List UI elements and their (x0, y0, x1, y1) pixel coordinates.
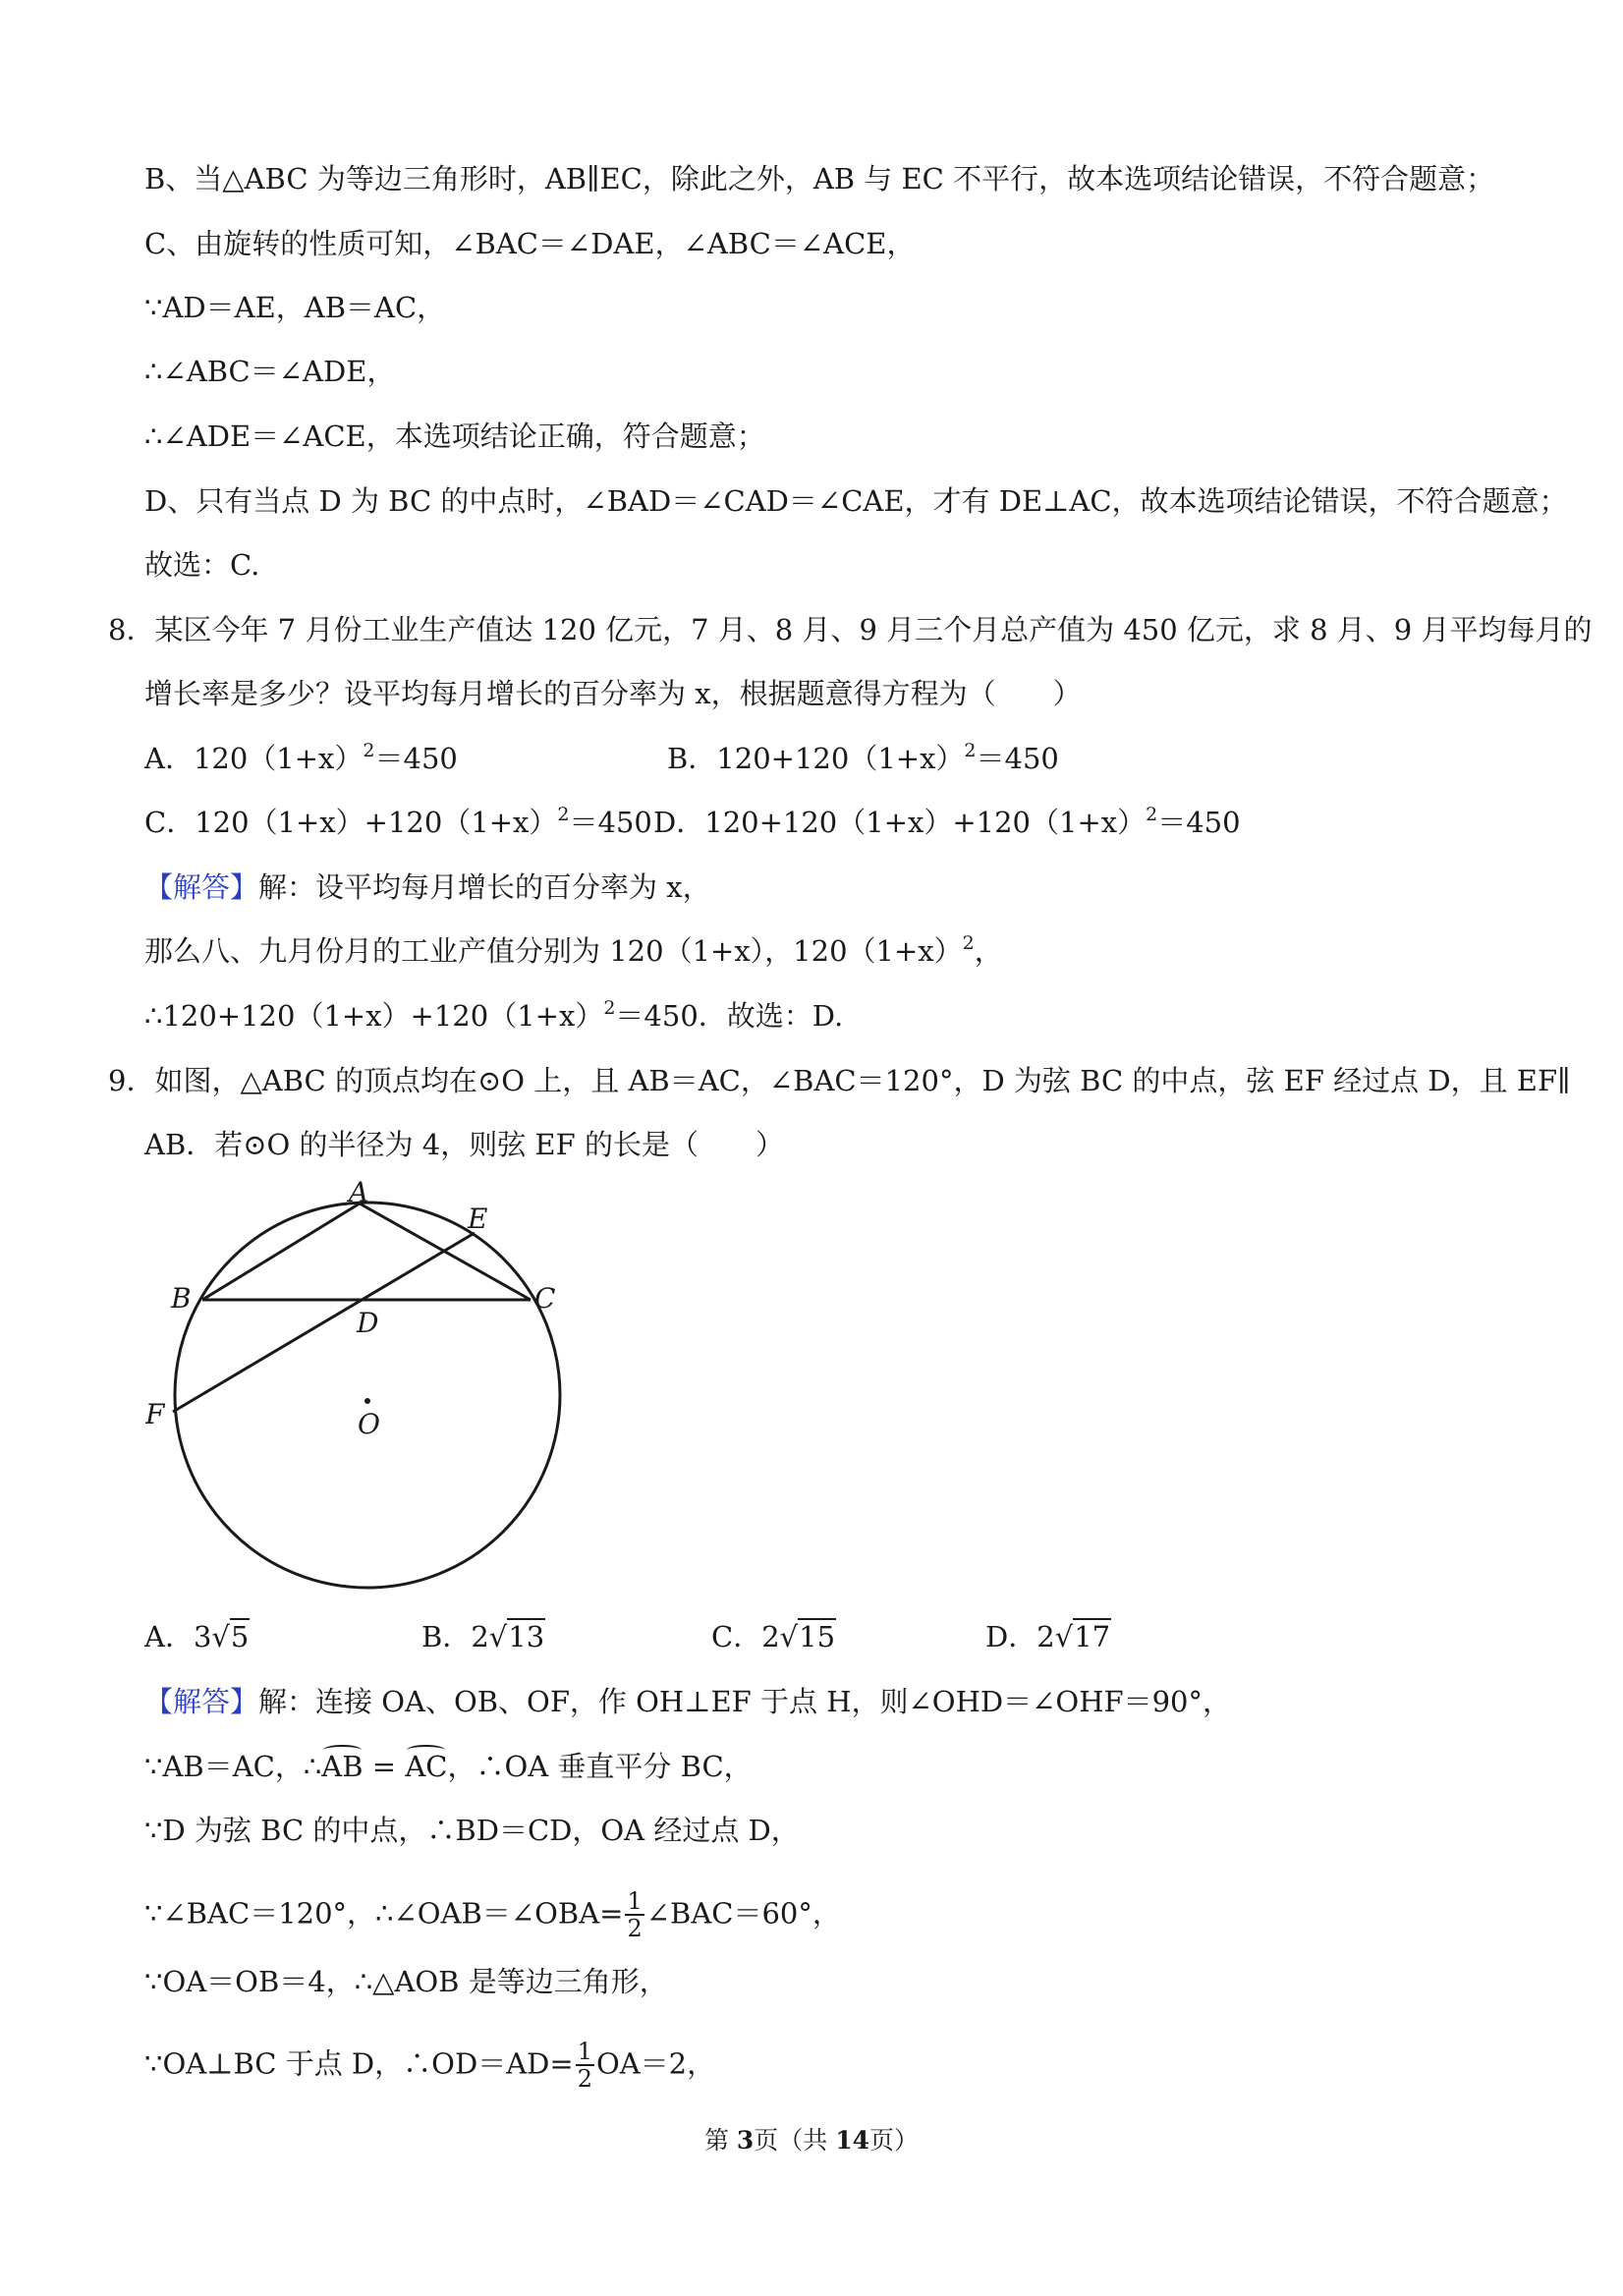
page-footer: 第 3页（共 14页） (703, 2126, 920, 2155)
arc-ac: AC (405, 1750, 448, 1783)
question-8-stem: 8．某区今年 7 月份工业生产值达 120 亿元，7 月、8 月、9 月三个月总产值为 450 亿元，求 8 月、9 月平均每月的 (108, 613, 1593, 646)
answer-line: 故选：C. (144, 548, 260, 582)
fraction-one-half: $\frac{1}{2}$ (577, 2038, 592, 2094)
answer-tag: 【解答】 (144, 870, 259, 904)
label-c: C (534, 1282, 556, 1315)
page-number: 3 (736, 2126, 755, 2155)
label-e: E (468, 1203, 488, 1235)
question-9-solution: ∵D 为弦 BC 的中点，∴BD＝CD，OA 经过点 D， (144, 1814, 800, 1847)
circle-o (175, 1203, 560, 1588)
option-a: A．3√5 (144, 1620, 250, 1653)
fraction-one-half: $\frac{1}{2}$ (627, 1887, 643, 1943)
label-a: A (349, 1176, 369, 1208)
solution-line: C、由旋转的性质可知，∠BAC＝∠DAE，∠ABC＝∠ACE， (144, 227, 916, 260)
solution-line: ∵AD＝AE，AB＝AC， (144, 291, 446, 324)
question-8-solution: 【解答】解：设平均每月增长的百分率为 x， (144, 870, 711, 904)
center-point-o (364, 1398, 370, 1404)
geometry-figure (145, 1174, 588, 1606)
arc-ab: AB (321, 1750, 364, 1783)
question-9-solution: ∵OA＝OB＝4，∴△AOB 是等边三角形， (144, 1965, 668, 1998)
question-9-solution: ∵OA⊥BC 于点 D，∴OD＝AD= $\frac{1}{2}$ OA＝2， (144, 2038, 716, 2094)
question-9-solution: ∵AB＝AC，∴AB = AC，∴OA 垂直平分 BC， (144, 1750, 753, 1783)
solution-line: ∴∠ABC＝∠ADE， (144, 355, 396, 388)
label-b: B (171, 1282, 192, 1315)
option-c: C．2√15 (711, 1620, 836, 1653)
option-d: D．2√17 (985, 1620, 1111, 1653)
option-b: B．2√13 (421, 1620, 545, 1653)
chord-ef (173, 1233, 475, 1412)
question-8-solution: $\therefore 120+120(1+x)+120(1+x)^2=450$．故选：D. (144, 997, 844, 1033)
option-b: B．$120+120(1+x)^2=450$ (667, 740, 1059, 775)
question-9-stem: AB．若⊙O 的半径为 4，则弦 EF 的长是（ ） (144, 1128, 784, 1161)
solution-line: B、当△ABC 为等边三角形时，AB∥EC，除此之外，AB 与 EC 不平行，故本选项结论错误，不符合题意； (144, 162, 1495, 196)
question-8-stem: 增长率是多少？设平均每月增长的百分率为 x，根据题意得方程为（ ） (144, 677, 1082, 710)
solution-line: D、只有当点 D 为 BC 的中点时，∠BAD＝∠CAD＝∠CAE，才有 DE⊥AC，故本选项结论错误，不符合题意； (144, 484, 1568, 518)
chord-ab (202, 1204, 360, 1300)
label-o: O (358, 1408, 380, 1440)
option-c: C．$120(1+x)+120(1+x)^2=450$ (144, 804, 652, 839)
label-f: F (145, 1398, 165, 1430)
question-9-solution: 【解答】解：连接 OA、OB、OF，作 OH⊥EF 于点 H，则∠OHD＝∠OHF＝90°， (144, 1685, 1232, 1718)
option-d: D．$120+120(1+x)+120(1+x)^2=450$ (653, 804, 1241, 839)
answer-tag: 【解答】 (144, 1685, 259, 1718)
solution-line: ∴∠ADE＝∠ACE，本选项结论正确，符合题意； (144, 420, 765, 453)
page-total: 14 (835, 2126, 870, 2155)
question-8-solution: 那么八、九月份月的工业产值分别为 120（1+x），$120(1+x)^2$， (144, 932, 1003, 968)
question-9-solution: ∵∠BAC＝120°，∴∠OAB＝∠OBA= $\frac{1}{2}$ ∠BAC＝60°， (144, 1887, 841, 1943)
label-d: D (357, 1307, 379, 1339)
question-9-stem: 9．如图，△ABC 的顶点均在⊙O 上，且 AB＝AC，∠BAC＝120°，D 为弦 BC 的中点，弦 EF 经过点 D，且 EF∥ (108, 1064, 1571, 1097)
option-a: A．$120(1+x)^2=450$ (144, 740, 458, 775)
